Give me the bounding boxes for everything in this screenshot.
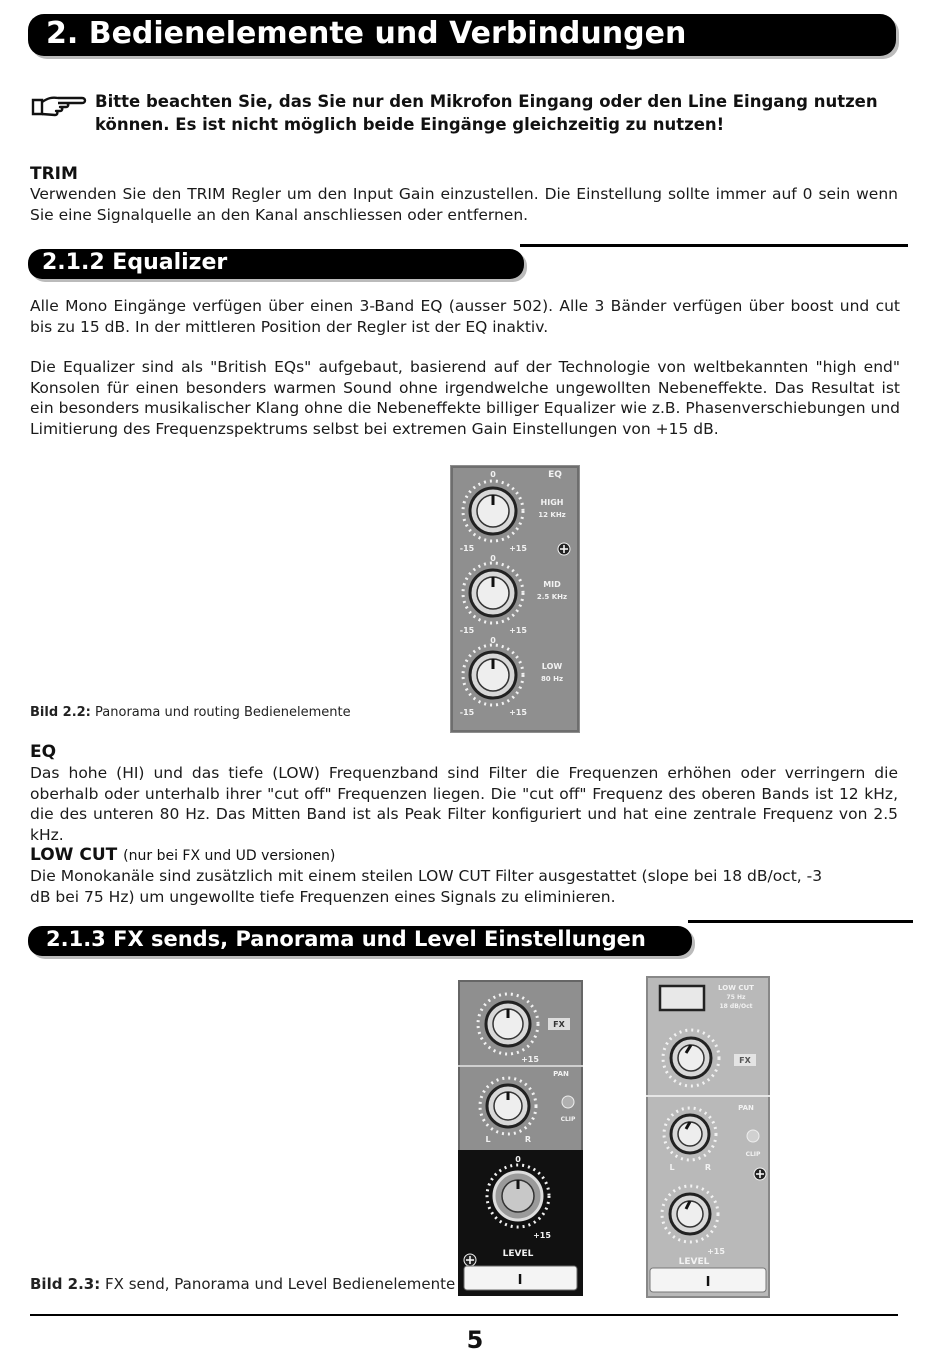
- level-label: LEVEL: [502, 1249, 534, 1259]
- eq-high-max: +15: [509, 544, 527, 553]
- fx-label: FX: [739, 1056, 751, 1065]
- level-max-label: +15: [707, 1247, 725, 1256]
- eq-heading: EQ: [30, 742, 57, 762]
- figure-caption-2-3: [30, 1275, 455, 1293]
- eq-description: Das hohe (HI) und das tiefe (LOW) Frequenzband sind Filter die Frequenzen erhöhen oder verringern die oberhalb oder unterhalb ihrer "cut off" Frequenzen liegen. Die "cut off" Frequenz des oberen Bands ist 12 kHz, die des unteren 80 Hz. Das Mitten Band ist als Peak Filter konfiguriert und hat eine zentrale Frequenz von 2.5 kHz.: [30, 764, 898, 844]
- eq-low-max: +15: [509, 708, 527, 717]
- clip-label: CLIP: [560, 1116, 576, 1123]
- pan-right-label: R: [704, 1163, 712, 1172]
- subsection-title: 2.1.3 FX sends, Panorama und Level Einstellungen: [46, 927, 646, 951]
- figure-caption-text: Panorama und routing Bedienelemente: [95, 705, 351, 720]
- figure-caption-text: FX send, Panorama und Level Bedienelemente: [105, 1275, 456, 1293]
- eq-mid-max: +15: [509, 626, 527, 635]
- clip-led: [562, 1096, 574, 1108]
- pan-left-label: L: [485, 1135, 491, 1144]
- subsection-banner-fx: [28, 926, 692, 956]
- plus-icon: [464, 1254, 476, 1266]
- lowcut-line2: 75 Hz: [726, 994, 746, 1001]
- trim-heading: TRIM: [30, 164, 78, 184]
- eq-mid-center: 0: [490, 554, 496, 563]
- eq-mid-min: -15: [459, 626, 475, 635]
- eq-low-freq: 80 Hz: [540, 675, 564, 683]
- lowcut-description: Die Monokanäle sind zusätzlich mit einem steilen LOW CUT Filter ausgestattet (slope bei 18 dB/oct, -3 dB bei 75 Hz) um ungewollte tiefe Frequenzen eines Signals zu eliminieren.: [30, 867, 823, 906]
- fader-mark: I: [517, 1273, 523, 1288]
- eq-mid-freq: 2.5 KHz: [536, 593, 568, 601]
- subsection-title: 2.1.2 Equalizer: [42, 250, 228, 275]
- eq-high-label: HIGH: [540, 498, 564, 507]
- clip-led: [747, 1130, 759, 1142]
- eq-low-label: LOW: [541, 662, 563, 671]
- plus-icon: [558, 543, 570, 555]
- pan-label: PAN: [738, 1104, 754, 1112]
- figure-caption-label: Bild 2.3:: [30, 1275, 101, 1293]
- eq-paragraph-2: Die Equalizer sind als "British EQs" aufgebaut, basierend auf der Technologie von weltbekannten "high end" Konsolen für einen besonders warmen Sound ohne irgendwelche ungewollten Nebeneffekte. Das Resultat ist ein besonders musikalischer Klang ohne die Nebeneffekte billiger Equalizer wie z.B. Phasenverschiebungen und Limitierung des Frequenzspektrums selbst bei extremen Gain Einstellungen von +15 dB.: [30, 358, 900, 438]
- lowcut-heading-line: [30, 845, 335, 865]
- pan-left-label: L: [669, 1163, 675, 1172]
- pointing-hand-icon: [30, 92, 88, 120]
- fx-label: FX: [553, 1020, 565, 1029]
- eq-panel-figure: [450, 465, 580, 733]
- page-number: 5: [466, 1326, 484, 1354]
- figure-caption-2-2: [30, 705, 351, 720]
- lowcut-note: (nur bei FX und UD versionen): [123, 848, 336, 864]
- usage-note: Bitte beachten Sie, das Sie nur den Mikrofon Eingang oder den Line Eingang nutzen können. Es ist nicht möglich beide Eingänge gleichzeitig zu nutzen!: [95, 92, 878, 134]
- lowcut-switch[interactable]: [660, 986, 704, 1010]
- plus-icon: [754, 1168, 766, 1180]
- fader-mark: I: [705, 1275, 711, 1290]
- lowcut-heading: LOW CUT: [30, 845, 118, 865]
- fx-max-label: +15: [521, 1055, 539, 1064]
- trim-text: Verwenden Sie den TRIM Regler um den Input Gain einzustellen. Die Einstellung sollte immer auf 0 sein wenn Sie eine Signalquelle an den Kanal anschliessen oder entfernen.: [30, 185, 898, 224]
- eq-high-freq: 12 KHz: [538, 511, 566, 519]
- section-rule: [520, 244, 908, 247]
- eq-high-center: 0: [490, 470, 496, 479]
- eq-paragraph-1: Alle Mono Eingänge verfügen über einen 3-Band EQ (ausser 502). Alle 3 Bänder verfügen über boost und cut bis zu 15 dB. In der mittleren Position der Regler ist der EQ inaktiv.: [30, 297, 900, 336]
- level-label: LEVEL: [678, 1257, 710, 1267]
- pan-label: PAN: [553, 1070, 569, 1078]
- eq-panel-title: EQ: [548, 470, 562, 480]
- clip-label: CLIP: [745, 1151, 761, 1158]
- level-max-label: +15: [533, 1231, 551, 1240]
- fx-pan-level-panel-light: [646, 976, 770, 1298]
- eq-low-min: -15: [459, 708, 475, 717]
- subsection-banner-equalizer: [28, 249, 524, 279]
- footer-rule: [30, 1314, 898, 1316]
- section-rule: [688, 920, 913, 923]
- section-banner: [28, 14, 896, 56]
- lowcut-line1: LOW CUT: [718, 984, 754, 992]
- section-title: 2. Bedienelemente und Verbindungen: [46, 16, 687, 51]
- pan-right-label: R: [524, 1135, 532, 1144]
- figure-caption-label: Bild 2.2:: [30, 705, 91, 720]
- level-center-label: 0: [515, 1155, 521, 1164]
- lowcut-line3: 18 dB/Oct: [719, 1003, 753, 1010]
- fx-pan-level-panel-dark: [458, 980, 583, 1296]
- eq-low-center: 0: [490, 636, 496, 645]
- eq-high-min: -15: [459, 544, 475, 553]
- eq-mid-label: MID: [543, 580, 561, 589]
